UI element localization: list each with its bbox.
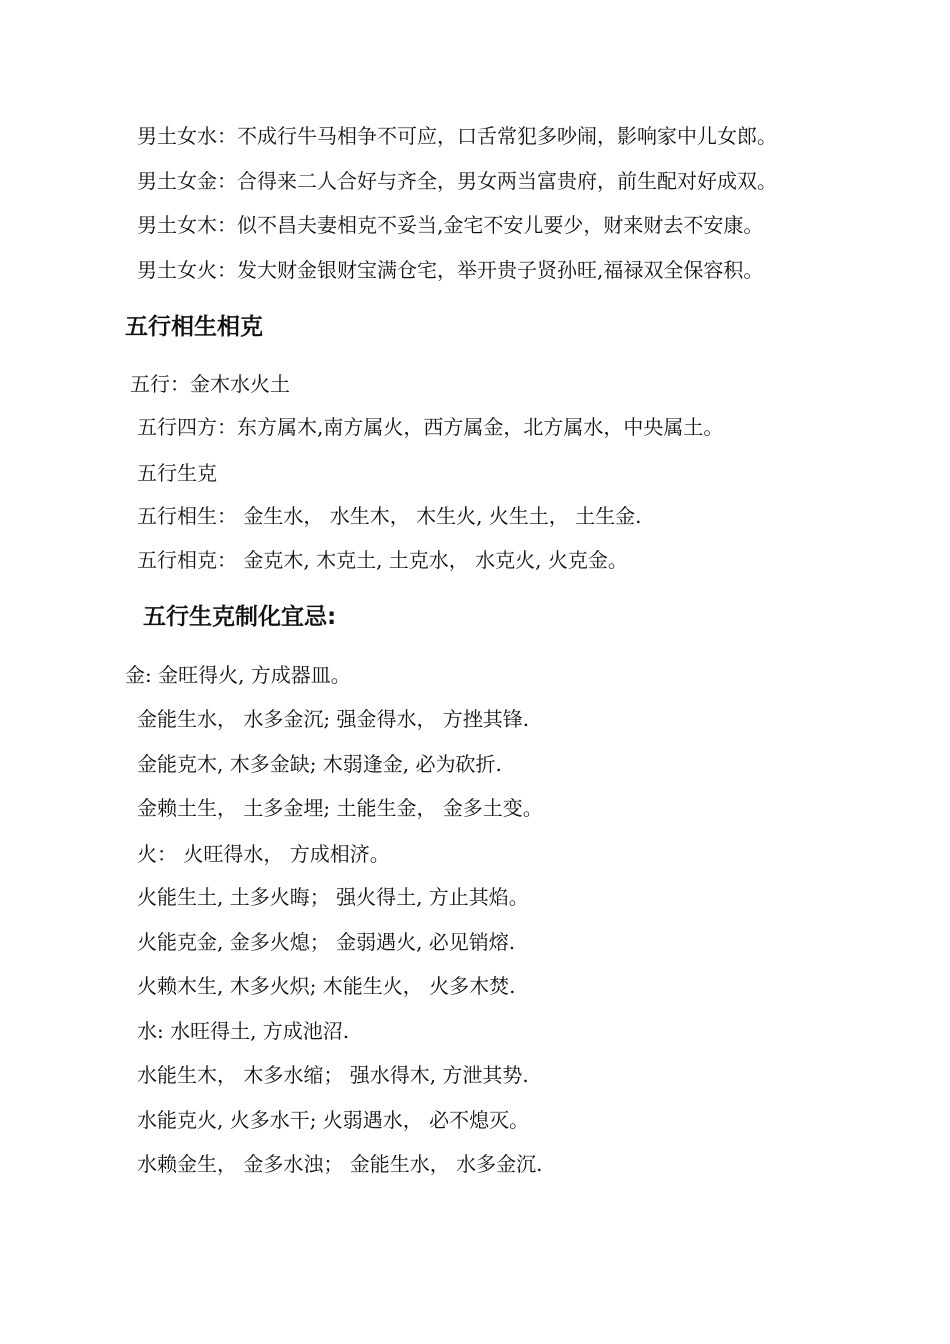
section-heading: 五行生克制化宜忌:: [143, 604, 337, 630]
text-line: 金能生水， 水多金沉; 强金得水， 方挫其锋.: [137, 707, 530, 731]
text-line: 火赖木生, 木多火炽; 木能生火， 火多木焚.: [137, 974, 516, 998]
section-heading: 五行相生相克: [125, 314, 263, 340]
text-line: 火能生土, 土多火晦； 强火得土, 方止其焰。: [137, 885, 529, 909]
text-line: 五行相生： 金生水， 水生木， 木生火, 火生土， 土生金.: [137, 504, 642, 528]
text-line: 男土女火：发大财金银财宝满仓宅，举开贵子贤孙旺,福禄双全保容积。: [137, 258, 764, 282]
text-line: 五行生克: [137, 461, 217, 485]
text-line: 金: 金旺得火, 方成器皿。: [125, 663, 351, 687]
text-line: 水赖金生， 金多水浊； 金能生水， 水多金沉.: [137, 1152, 543, 1176]
text-line: 水: 水旺得土, 方成池沼.: [137, 1019, 350, 1043]
text-line: 男土女金：合得来二人合好与齐全，男女两当富贵府，前生配对好成双。: [137, 169, 777, 193]
text-line: 五行：金木水火土: [130, 372, 290, 396]
text-line: 金能克木, 木多金缺; 木弱逢金, 必为砍折.: [137, 752, 502, 776]
text-line: 火能克金, 金多火熄； 金弱遇火, 必见销熔.: [137, 930, 516, 954]
text-line: 五行相克： 金克木, 木克土, 土克水， 水克火, 火克金。: [137, 548, 628, 572]
text-line: 男土女水：不成行牛马相争不可应，口舌常犯多吵闹，影响家中儿女郎。: [137, 124, 777, 148]
text-line: 水能克火, 火多水干; 火弱遇水， 必不熄灭。: [137, 1108, 530, 1132]
text-line: 男土女木：似不昌夫妻相克不妥当,金宅不安儿要少，财来财去不安康。: [137, 213, 764, 237]
text-line: 火： 火旺得水， 方成相济。: [137, 842, 390, 866]
text-line: 水能生木， 木多水缩； 强水得木, 方泄其势.: [137, 1063, 529, 1087]
text-line: 金赖土生， 土多金埋; 土能生金， 金多土变。: [137, 796, 543, 820]
text-line: 五行四方：东方属木,南方属火，西方属金，北方属水，中央属土。: [137, 415, 724, 439]
